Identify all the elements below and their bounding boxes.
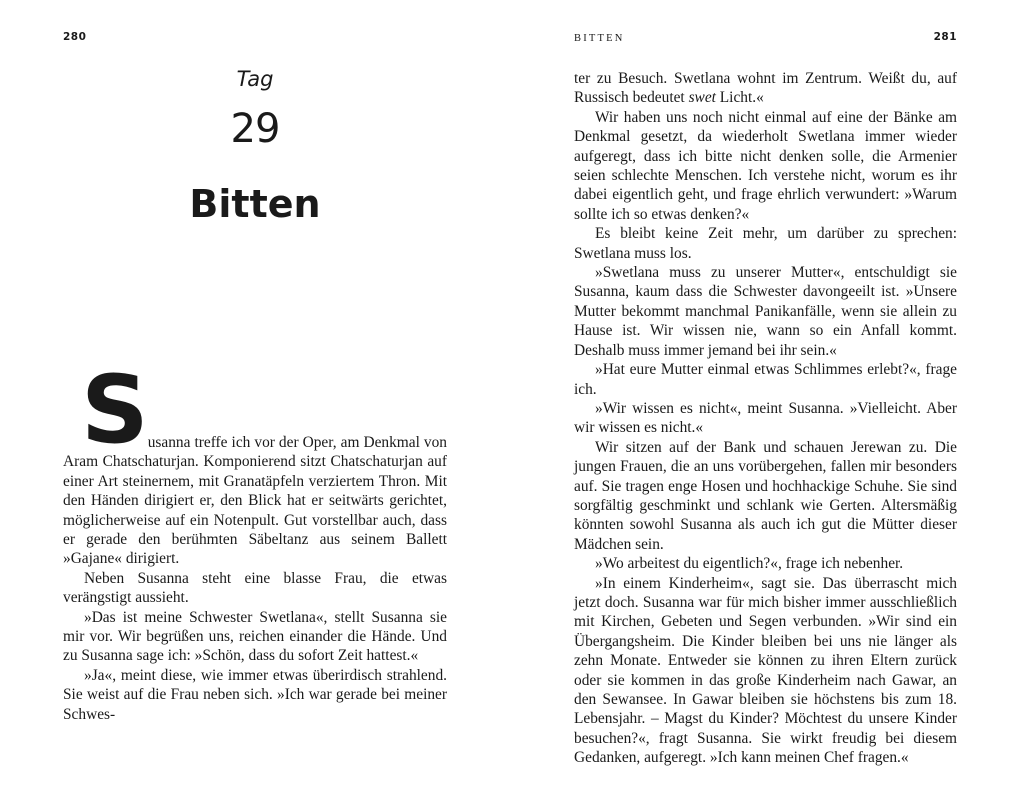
drop-cap: S bbox=[81, 356, 147, 465]
left-body-text bbox=[63, 356, 447, 724]
page-number-right: 281 bbox=[933, 31, 957, 43]
chapter-tag-label: Tag bbox=[236, 67, 274, 91]
paragraph: Wir haben uns noch nicht einmal auf eine der Bänke am Denkmal gesetzt, da wiederholt Swetlana immer wieder aufgeregt, dass ich bitte nicht denken solle, die Armenier seien schlechte Menschen. Ich verstehe nicht, worum es ihr dabei eigentlich geht, und frage ehrlich verwundert: »Warum sollte ich so etwas denken?« bbox=[574, 108, 957, 223]
paragraph bbox=[574, 69, 957, 108]
chapter-title: Bitten bbox=[189, 182, 321, 226]
right-page bbox=[510, 0, 1020, 785]
page-number-left: 280 bbox=[63, 31, 87, 43]
paragraph: »Wo arbeitest du eigentlich?«, frage ich nebenher. bbox=[595, 555, 904, 573]
right-body-text bbox=[574, 69, 957, 768]
paragraph: Es bleibt keine Zeit mehr, um darüber zu sprechen: Swetlana muss los. bbox=[574, 225, 957, 262]
chapter-number: 29 bbox=[230, 106, 280, 152]
paragraph: »Das ist meine Schwester Swetlana«, stellt Susanna sie mir vor. Wir begrüßen uns, reichen einander die Hände. Und zu Susanna sage ich: »Schön, dass du sofort Zeit hattest.« bbox=[63, 608, 447, 665]
paragraph bbox=[63, 356, 447, 569]
paragraph: »In einem Kinderheim«, sagt sie. Das überrascht mich jetzt doch. Susanna war für mich bisher immer ausschließlich mit Kirchen, Gebeten und Segen verbunden. »Wir sind ein Übergangsheim. Die Kinder bleiben bei uns nie länger als zehn Monate. Entweder sie können zu ihren Eltern zurück oder sie kommen in das große Kinderheim nach Gawar, an den Sewansee. In Gawar bleiben sie höchstens bis zum 18. Lebensjahr. – Magst du Kinder? Möchtest du unsere Kinder besuchen?«, fragt Susanna. Sie wirkt freudig bei diesem Gedanken, aufgeregt. »Ich kann meinen Chef fragen.« bbox=[574, 574, 957, 767]
paragraph: »Hat eure Mutter einmal etwas Schlimmes erlebt?«, frage ich. bbox=[574, 361, 957, 398]
paragraph: »Ja«, meint diese, wie immer etwas überirdisch strahlend. Sie weist auf die Frau neben sich. »Ich war gerade bei meiner Schwes- bbox=[63, 666, 447, 723]
running-head: BITTEN bbox=[574, 33, 625, 44]
paragraph-text: Licht.« bbox=[715, 89, 764, 107]
paragraph: Wir sitzen auf der Bank und schauen Jerewan zu. Die jungen Frauen, die an uns vorübergehen, fallen mir besonders auf. Sie tragen enge Hosen und hochhackige Schuhe. Sie sind sorgfältig geschminkt und schlank wie Gerten. Altersmäßig könnten sowohl Susanna als auch ich gut die Mütter dieser Mädchen sein. bbox=[574, 438, 957, 553]
paragraph: »Wir wissen es nicht«, meint Susanna. »Vielleicht. Aber wir wissen es nicht.« bbox=[574, 399, 957, 437]
emphasis-text: swet bbox=[688, 89, 716, 107]
paragraph-text: ter zu Besuch. Swetlana wohnt im Zentrum. Weißt du, auf Russisch bedeutet bbox=[574, 70, 957, 107]
paragraph-text: usanna treffe ich vor der Oper, am Denkmal von Aram Chatschaturjan. Komponierend sitzt Chatschaturjan auf einer Art steinernem, mit Granatäpfeln verziertem Thron. Mit den Händen dirigiert er, den Blick hat er seitwärts gerichtet, möglicherweise auf ein Notenpult. Gut vorstellbar auch, dass er gerade den berühmten Säbeltanz aus seinem Ballett »Gajane« dirigiert. bbox=[63, 434, 447, 568]
paragraph: »Swetlana muss zu unserer Mutter«, entschuldigt sie Susanna, kaum dass die Schwester davongeeilt ist. »Unsere Mutter bekommt manchmal Panikanfälle, wenn sie allein zu Hause ist. Wir wissen nie, wann so ein Anfall kommt. Deshalb muss immer jemand bei ihr sein.« bbox=[574, 264, 957, 359]
paragraph: Neben Susanna steht eine blasse Frau, die etwas verängstigt aussieht. bbox=[63, 569, 447, 607]
